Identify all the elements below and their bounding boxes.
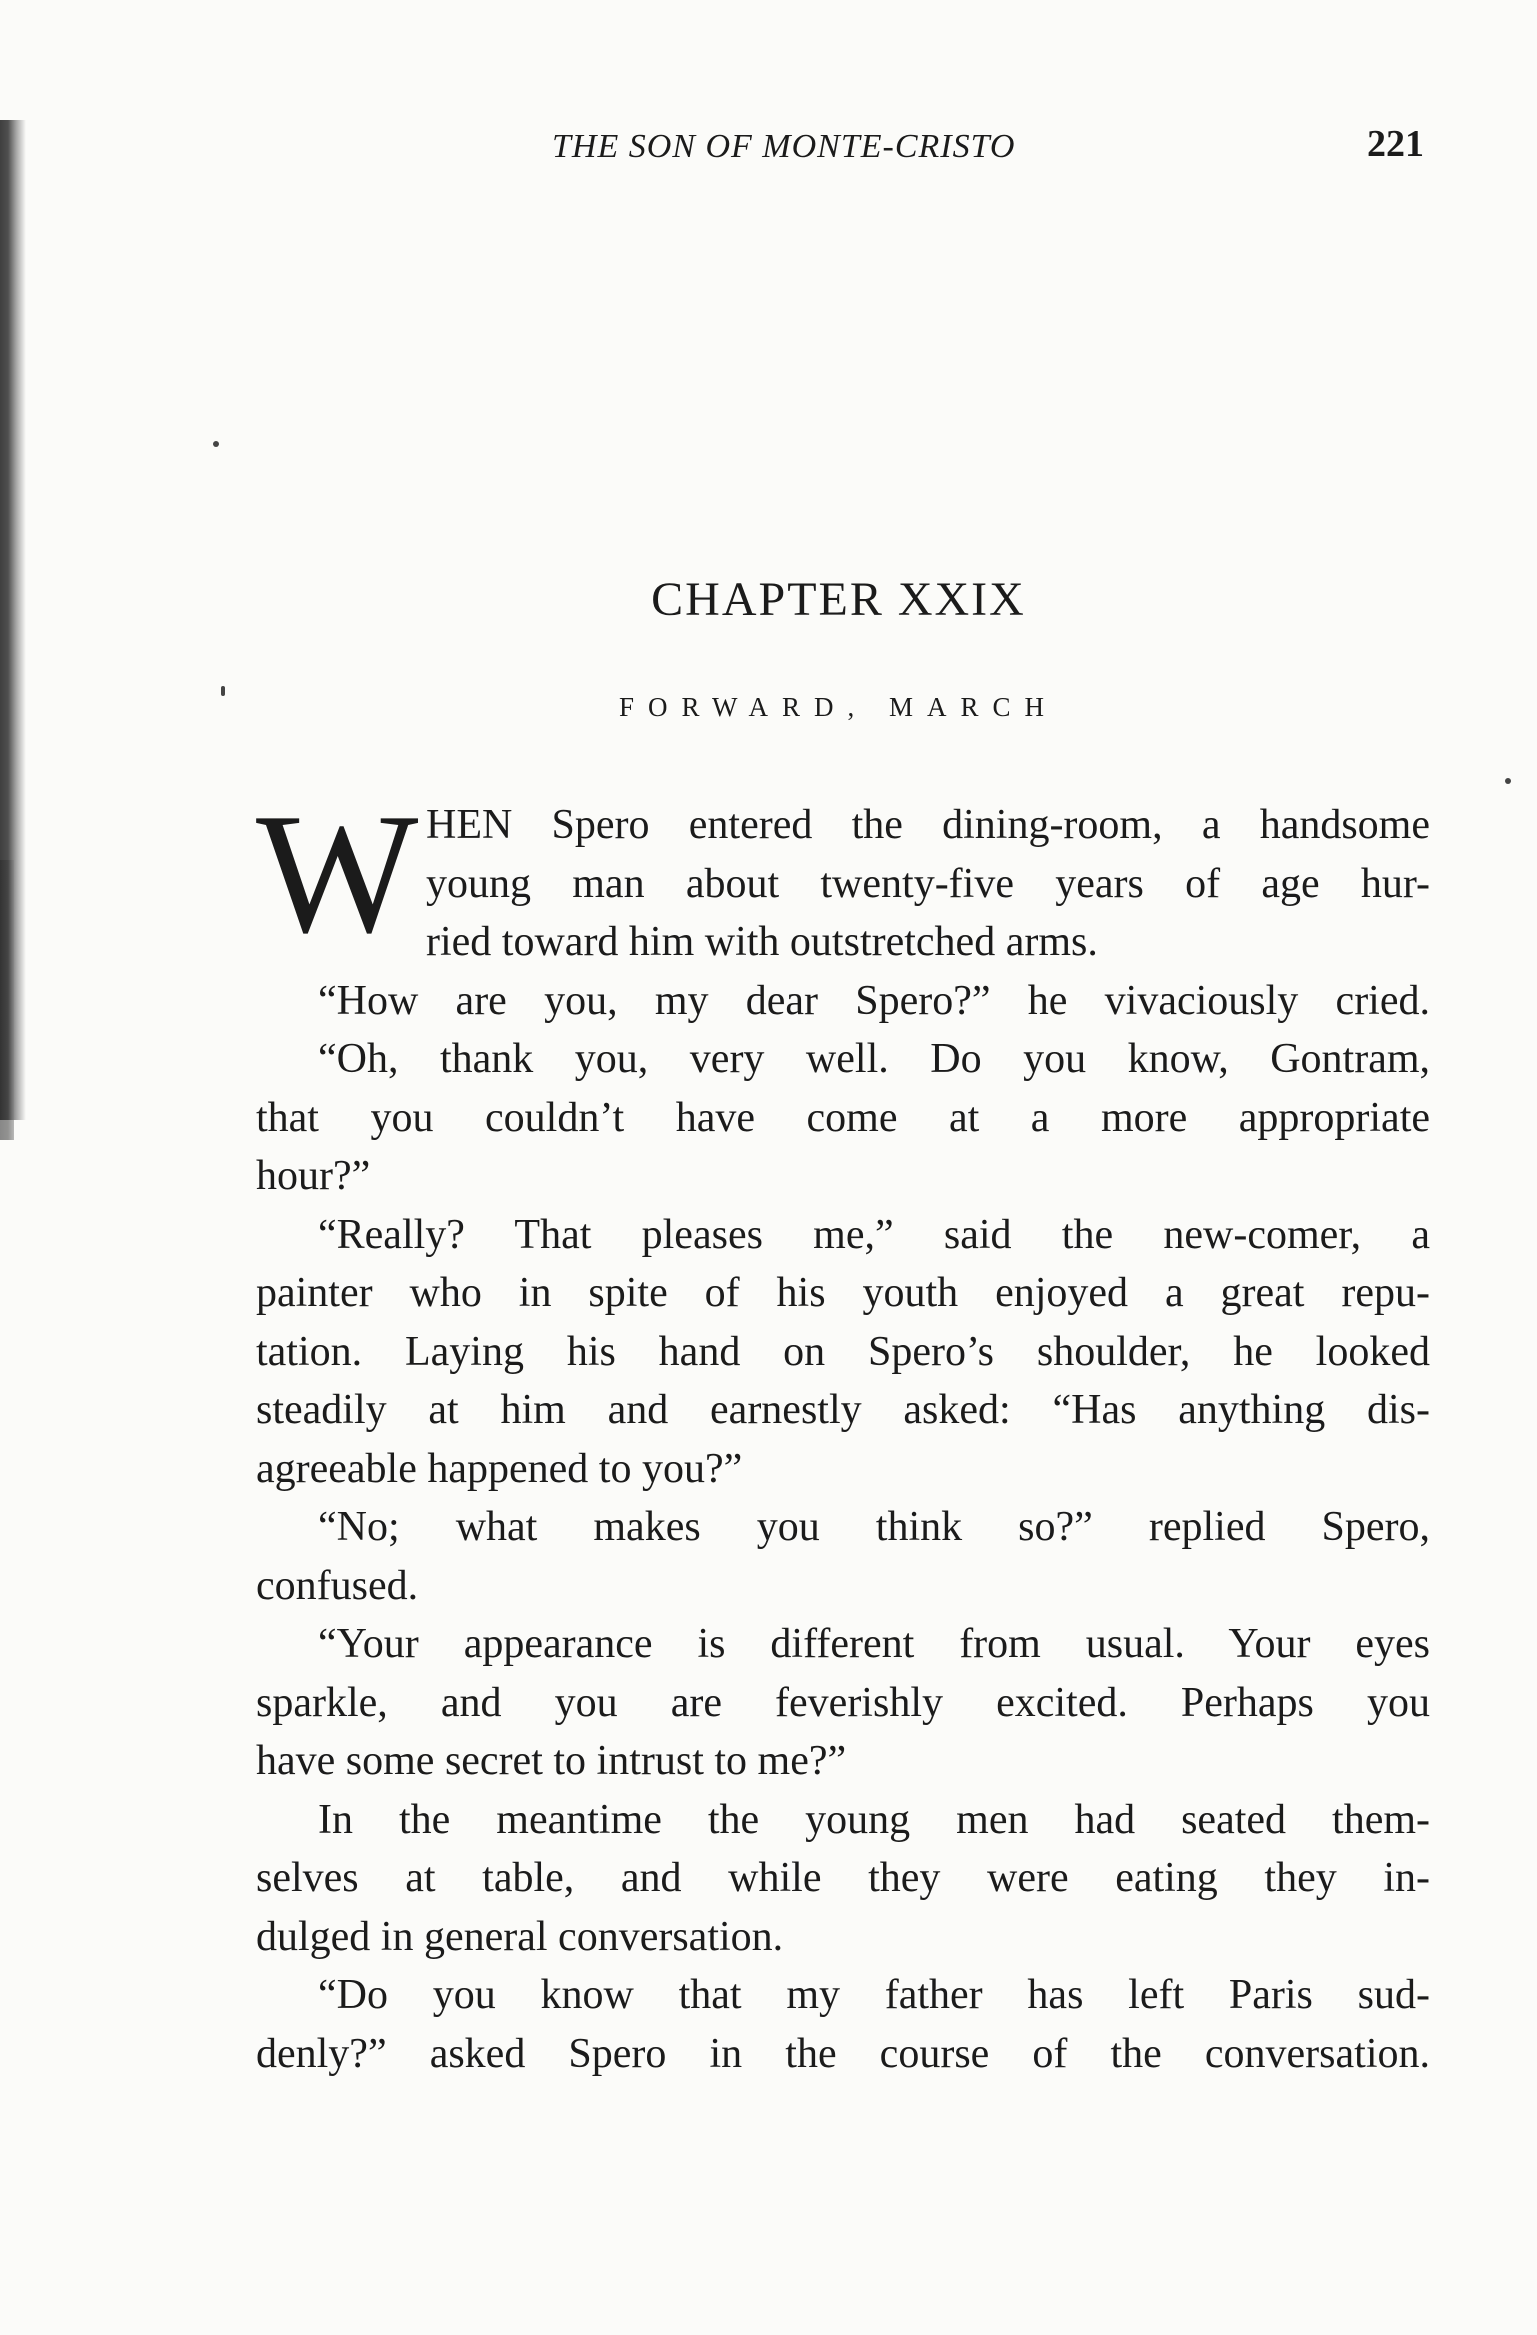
text-line: “Your appearance is different from usual. Your eyes [318, 1621, 1430, 1667]
ink-speck [221, 686, 225, 696]
text-line: ried toward him with outstretched arms. [426, 919, 1098, 965]
page-number: 221 [1367, 123, 1424, 165]
text-line: hour?” [256, 1153, 371, 1199]
text-line: dulged in general conversation. [256, 1913, 784, 1960]
text-line: HEN Spero entered the dining-room, a handsome [426, 802, 1430, 848]
text-line: agreeable happened to you?” [256, 1445, 743, 1492]
text-line: confused. [256, 1562, 419, 1609]
text-line: selves at table, and while they were eating they in- [256, 1855, 1430, 1901]
drop-cap: W [256, 779, 419, 969]
text-line: sparkle, and you are feverishly excited. Perhaps you [256, 1679, 1430, 1726]
text-line: In the meantime the young men had seated them- [318, 1796, 1430, 1843]
text-line: “How are you, my dear Spero?” he vivaciously cried. [318, 977, 1430, 1024]
text-line: denly?” asked Spero in the course of the conversation. [256, 2030, 1430, 2077]
page-binding-shadow-lower [0, 860, 14, 1140]
running-head: THE SON OF MONTE-CRISTO [552, 128, 1016, 165]
text-line: “Really? That pleases me,” said the new-comer, a [318, 1211, 1430, 1258]
ink-speck [213, 441, 219, 447]
text-line: have some secret to intrust to me?” [256, 1738, 847, 1784]
text-line: tation. Laying his hand on Spero’s shoulder, he looked [256, 1328, 1430, 1375]
text-line: steadily at him and earnestly asked: “Has anything dis- [256, 1387, 1430, 1433]
text-line: painter who in spite of his youth enjoyed a great repu- [256, 1270, 1430, 1316]
ink-speck [1505, 778, 1511, 784]
text-line: that you couldn’t have come at a more appropriate [256, 1094, 1430, 1141]
chapter-subtitle: FORWARD, MARCH [618, 692, 1059, 722]
chapter-title: CHAPTER XXIX [651, 573, 1026, 626]
text-line: “Do you know that my father has left Paris sud- [318, 1972, 1430, 2018]
text-line: “No; what makes you think so?” replied Spero, [318, 1504, 1430, 1550]
text-line: “Oh, thank you, very well. Do you know, Gontram, [318, 1036, 1430, 1082]
body-text [256, 779, 1430, 2083]
text-line: young man about twenty-five years of age hur- [426, 860, 1430, 907]
